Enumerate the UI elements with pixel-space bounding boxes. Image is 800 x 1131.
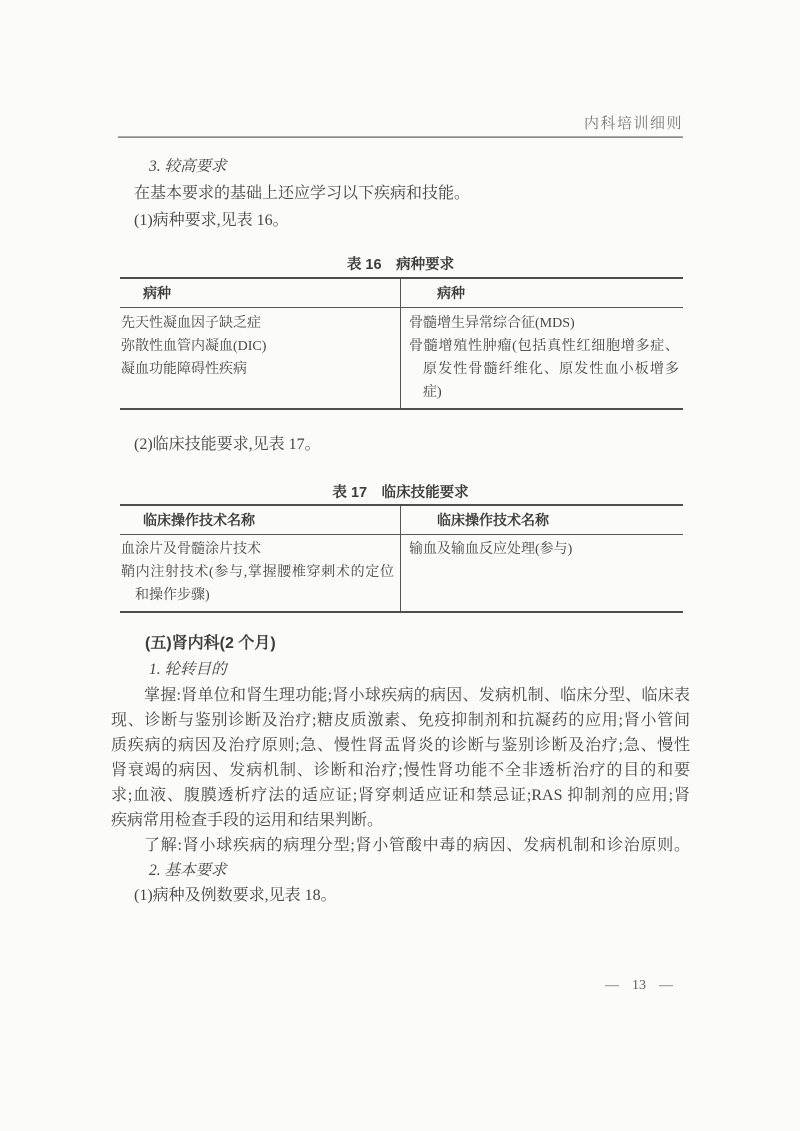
paragraph-line: 求;血液、腹膜透析疗法的适应证;肾穿刺适应证和禁忌证;RAS 抑制剂的应用;肾 bbox=[111, 787, 690, 804]
table16-col2-body bbox=[401, 308, 683, 408]
paragraph-line: 质疾病的病因及治疗原则;急、慢性肾盂肾炎的诊断与鉴别诊断及治疗;急、慢性 bbox=[111, 737, 690, 754]
footer-left-dash: — bbox=[605, 978, 619, 993]
header-rule bbox=[118, 136, 683, 138]
table-cell-text: 血涂片及骨髓涂片技术 bbox=[121, 542, 261, 557]
page-content bbox=[111, 153, 690, 908]
table16-right-column bbox=[401, 279, 683, 408]
table-cell-text: 弥散性血管内凝血(DIC) bbox=[121, 339, 267, 354]
item-basic-requirements: 2. 基本要求 bbox=[149, 862, 227, 879]
table16 bbox=[120, 277, 683, 410]
paragraph-grasp bbox=[111, 683, 690, 833]
table16-col1-body bbox=[120, 308, 400, 385]
page-number: 13 bbox=[632, 978, 646, 993]
paragraph-intro: 在基本要求的基础上还应学习以下疾病和技能。 bbox=[134, 185, 471, 202]
running-header-title: 内科培训细则 bbox=[583, 116, 683, 132]
paragraph-ref-table17: (2)临床技能要求,见表 17。 bbox=[134, 436, 321, 453]
table-cell-text: 鞘内注射技术(参与,掌握腰椎穿刺术的定位和操作步骤) bbox=[121, 565, 394, 603]
table17-col1-header: 临床操作技术名称 bbox=[120, 506, 400, 535]
page-footer bbox=[605, 978, 673, 994]
paragraph-ref-table16: (1)病种要求,见表 16。 bbox=[134, 212, 289, 229]
table17-col2-header: 临床操作技术名称 bbox=[401, 506, 683, 535]
table16-left-column bbox=[120, 279, 401, 408]
paragraph-line: 疾病常用检查手段的运用和结果判断。 bbox=[111, 812, 384, 829]
table17 bbox=[120, 504, 683, 613]
item-higher-requirements: 3. 较高要求 bbox=[149, 158, 227, 175]
footer-right-dash: — bbox=[659, 978, 673, 993]
table-cell-text: 骨髓增生异常综合征(MDS) bbox=[409, 316, 575, 331]
table17-col1-body bbox=[120, 535, 400, 611]
paragraph-ref-table18: (1)病种及例数要求,见表 18。 bbox=[134, 887, 337, 904]
table16-caption: 表 16 病种要求 bbox=[346, 257, 455, 273]
item-rotation-purpose: 1. 轮转目的 bbox=[149, 661, 227, 678]
paragraph-line: 掌握:肾单位和肾生理功能;肾小球疾病的病因、发病机制、临床分型、临床表 bbox=[144, 687, 690, 704]
paragraph-line: 现、诊断与鉴别诊断及治疗;糖皮质激素、免疫抑制剂和抗凝药的应用;肾小管间 bbox=[111, 712, 690, 729]
table17-right-column bbox=[401, 506, 683, 611]
section-heading-nephrology: (五)肾内科(2 个月) bbox=[145, 635, 276, 652]
table16-col2-header: 病种 bbox=[401, 279, 683, 308]
table17-caption: 表 17 临床技能要求 bbox=[332, 485, 469, 501]
table-cell-text: 凝血功能障碍性疾病 bbox=[121, 362, 247, 377]
table16-col1-header: 病种 bbox=[120, 279, 400, 308]
table17-left-column bbox=[120, 506, 401, 611]
table17-col2-body bbox=[401, 535, 683, 565]
table-cell-text: 先天性凝血因子缺乏症 bbox=[121, 316, 261, 331]
paragraph-understand: 了解:肾小球疾病的病理分型;肾小管酸中毒的病因、发病机制和诊治原则。 bbox=[144, 837, 690, 854]
table-cell-text: 骨髓增殖性肿瘤(包括真性红细胞增多症、原发性骨髓纤维化、原发性血小板增多症) bbox=[409, 339, 679, 400]
paragraph-line: 肾衰竭的病因、发病机制、诊断和治疗;慢性肾功能不全非透析治疗的目的和要 bbox=[111, 762, 690, 779]
table-cell-text: 输血及输血反应处理(参与) bbox=[409, 542, 573, 557]
